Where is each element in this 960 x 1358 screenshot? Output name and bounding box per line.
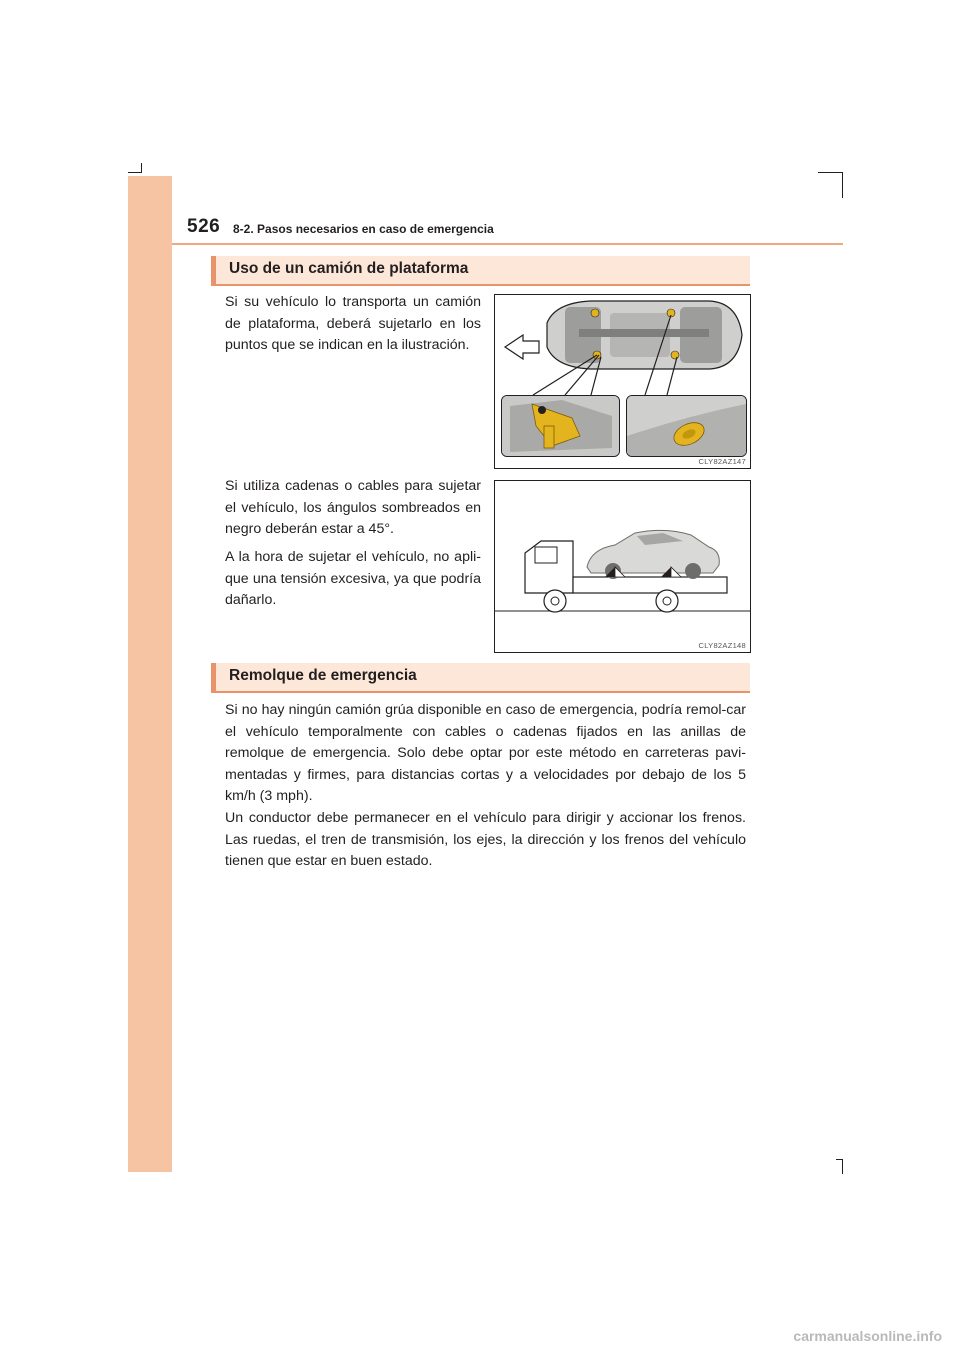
crop-mark-top-right-h: [818, 172, 843, 173]
crop-mark-top-left: [128, 172, 142, 173]
side-tab: [128, 176, 172, 1172]
crop-mark-top-left-v: [141, 163, 142, 173]
section-title: Uso de un camión de plataforma: [229, 260, 469, 277]
car-underbody-icon: [495, 295, 750, 395]
paragraph: Si utiliza cadenas o cables para sujetar el vehículo, los ángulos sombreados en negro deberán estar a 45°.: [225, 478, 481, 538]
tie-down-detail-rear: [626, 395, 747, 457]
crop-mark-top-right-v: [842, 172, 843, 198]
paragraph: Si no hay ningún camión grúa disponible en caso de emergencia, podría remol-car el vehículo temporalmente con cables o cadenas fijados en las anillas de remolque de emergencia. Solo debe optar por este método en carreteras pavi-mentadas y firmes, para distancias cortas y a velocidades por debajo de los 5 km/h (3 mph).: [225, 702, 746, 805]
section-heading-bar: [211, 256, 750, 286]
section-title: Remolque de emergencia: [229, 667, 417, 684]
flatbed-truck-illustration: [494, 480, 751, 653]
page-number: 526: [187, 216, 221, 237]
tie-down-detail-front: [501, 395, 620, 457]
figure-code: CLY82AZ148: [698, 641, 746, 650]
paragraph: A la hora de sujetar el vehículo, no apli-que una tensión excesiva, ya que podría dañarlo.: [225, 549, 481, 609]
paragraph: Un conductor debe permanecer en el vehículo para dirigir y accionar los frenos. Las ruedas, el tren de transmisión, los ejes, la dirección y los frenos del vehículo tienen que estar en buen estado.: [225, 810, 746, 870]
paragraph: Si su vehículo lo transporta un camión de plataforma, deberá sujetarlo en los puntos que se indican en la ilustración.: [225, 294, 481, 354]
running-head: 8-2. Pasos necesarios en caso de emergencia: [233, 222, 494, 236]
figure-code: CLY82AZ147: [698, 457, 746, 466]
crop-mark-bottom-right-v: [842, 1159, 843, 1174]
section-heading-bar: [211, 663, 750, 693]
header-rule: [172, 243, 843, 245]
flatbed-truck-icon: [495, 481, 750, 631]
tie-down-points-illustration: [494, 294, 751, 469]
watermark: carmanualsonline.info: [793, 1328, 942, 1344]
